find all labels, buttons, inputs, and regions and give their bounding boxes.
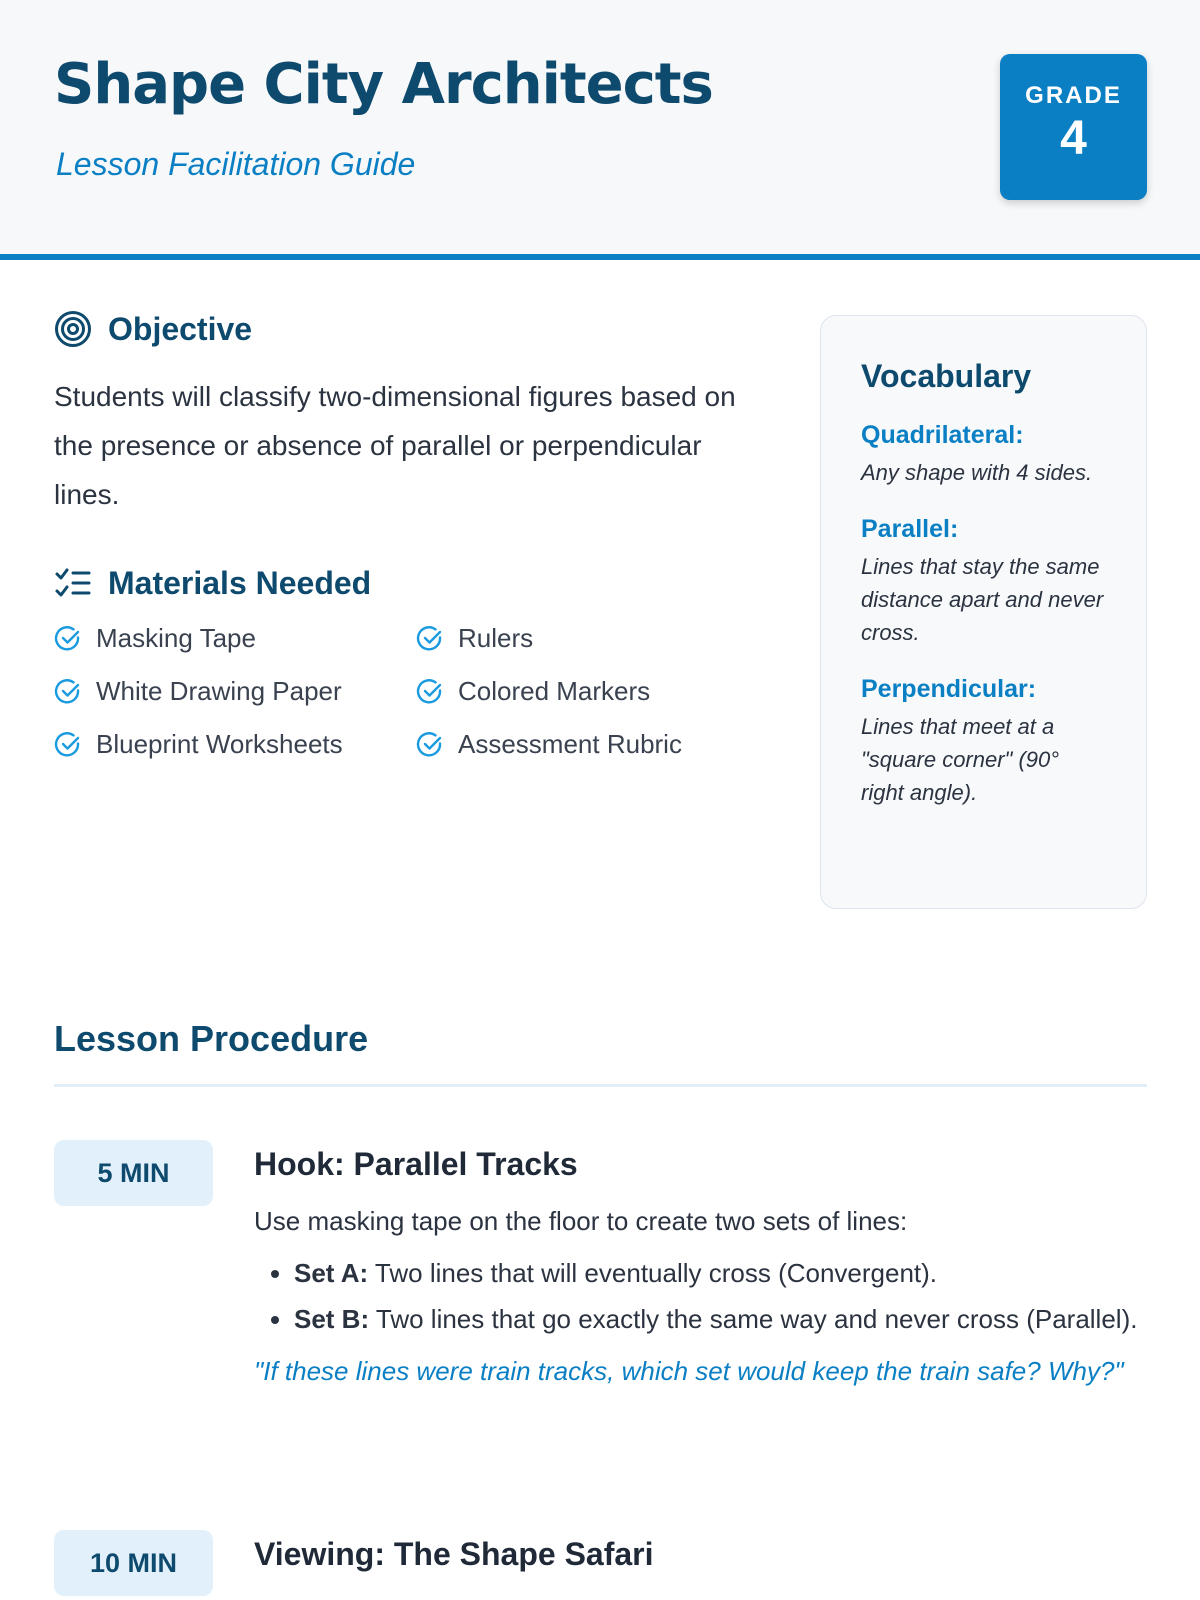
vocabulary-heading: Vocabulary [861, 358, 1032, 394]
grade-label: GRADE [1025, 82, 1122, 109]
target-icon [54, 310, 92, 348]
vocab-term: Perpendicular: [861, 675, 1037, 703]
vocabulary-card [820, 315, 1147, 909]
check-circle-icon [54, 678, 82, 706]
step-time-badge: 10 MIN [54, 1530, 213, 1596]
step-intro: Use masking tape on the floor to create two sets of lines: [254, 1206, 908, 1236]
step-title: Hook: Parallel Tracks [254, 1146, 578, 1182]
material-label: Rulers [458, 623, 534, 653]
procedure-divider [54, 1084, 1147, 1087]
objective-heading-label: Objective [108, 310, 253, 347]
material-item [54, 726, 416, 763]
vocab-definition: Lines that stay the same distance apart and never cross. [861, 554, 1104, 645]
check-circle-icon [54, 625, 82, 653]
material-label: Masking Tape [96, 623, 256, 653]
check-circle-icon [416, 731, 444, 759]
check-circle-icon [416, 625, 444, 653]
bullet-text: Two lines that go exactly the same way and never cross (Parallel). [369, 1304, 1138, 1334]
material-item [416, 620, 756, 657]
procedure-step [54, 1530, 1147, 1596]
step-quote: "If these lines were train tracks, which set would keep the train safe? Why?" [254, 1356, 1124, 1386]
check-circle-icon [416, 678, 444, 706]
page-subtitle: Lesson Facilitation Guide [56, 146, 416, 182]
material-label: Assessment Rubric [458, 729, 682, 759]
materials-heading-label: Materials Needed [108, 564, 372, 601]
objective-heading [54, 310, 252, 348]
procedure-heading: Lesson Procedure [54, 1018, 369, 1059]
materials-heading [54, 564, 371, 602]
grade-badge [1000, 54, 1147, 200]
vocab-definition: Any shape with 4 sides. [861, 460, 1093, 485]
step-title: Viewing: The Shape Safari [254, 1536, 654, 1572]
material-label: Blueprint Worksheets [96, 729, 343, 759]
checklist-icon [54, 564, 92, 602]
page-title: Shape City Architects [54, 52, 713, 117]
step-body [254, 1140, 1147, 1391]
step-time-badge: 5 MIN [54, 1140, 213, 1206]
step-bullets [254, 1253, 1147, 1339]
check-circle-icon [54, 731, 82, 759]
materials-list [54, 620, 774, 763]
material-item [54, 620, 416, 657]
material-label: White Drawing Paper [96, 676, 342, 706]
material-label: Colored Markers [458, 676, 651, 706]
bullet-label: Set A: [294, 1258, 369, 1288]
material-item [416, 726, 756, 763]
step-bullet [294, 1253, 1147, 1293]
grade-value: 4 [1060, 112, 1087, 165]
step-bullet [294, 1299, 1147, 1339]
vocab-term: Parallel: [861, 515, 959, 543]
bullet-label: Set B: [294, 1304, 370, 1334]
material-item [416, 673, 756, 710]
bullet-text: Two lines that will eventually cross (Convergent). [368, 1258, 938, 1288]
page-header [0, 0, 1200, 260]
step-body [254, 1530, 1147, 1573]
vocab-term: Quadrilateral: [861, 421, 1024, 449]
material-item [54, 673, 416, 710]
vocab-definition: Lines that meet at a "square corner" (90° right angle). [861, 714, 1060, 805]
procedure-step [54, 1140, 1147, 1470]
objective-text: Students will classify two-dimensional figures based on the presence or absence of parallel or perpendicular lines. [54, 381, 736, 510]
